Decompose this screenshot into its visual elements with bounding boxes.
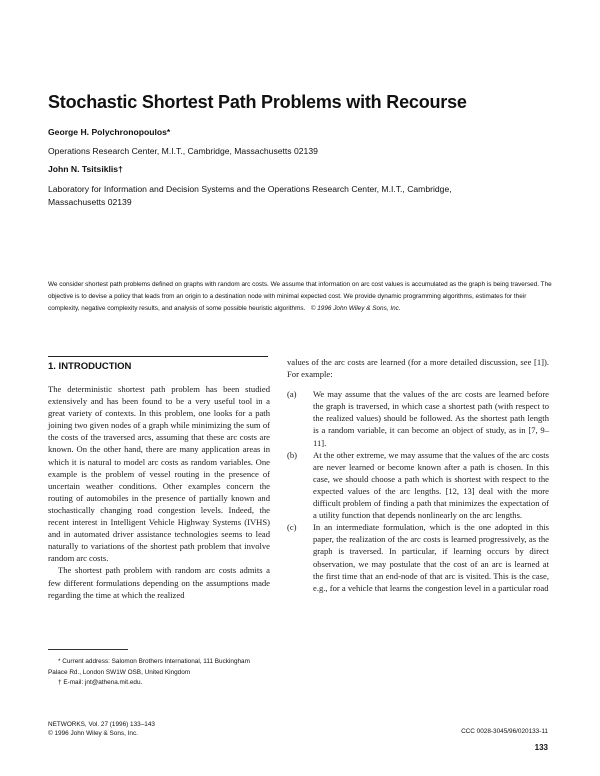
list-item-a-label: (a) xyxy=(287,389,297,400)
list-item-a-text: We may assume that the values of the arc costs are learned before the graph is traversed, in which case a shortest path (with respect to the realized values) should be followed. As the shortest path length is a random variable, it can become an object of study, as in [7, 9–11]. xyxy=(313,389,549,448)
footnotes xyxy=(48,657,270,689)
list-item-c-text: In an intermediate formulation, which is the one adopted in this paper, the realization of the arc costs is learned progressively, as the graph is traversed. In particular, if learning occurs by direct observation, we may postulate that the cost of an arc is learned at the first time that an end-node of that arc is visited. This is the case, e.g., for a vehicle that learns the congestion level in a particular road xyxy=(313,522,549,593)
ccc-code: CCC 0028-3045/96/020133-11 xyxy=(461,728,548,735)
footnote-2: † E-mail: jnt@athena.mit.edu. xyxy=(58,679,143,686)
left-column xyxy=(48,383,270,601)
author-1-name: George H. Polychronopoulos* xyxy=(48,127,171,137)
list-item-b xyxy=(287,449,549,522)
right-intro-text: values of the arc costs are learned (for a more detailed discussion, see [1]). For example: xyxy=(287,357,549,380)
list-item-a xyxy=(287,388,549,448)
journal-copyright: © 1996 John Wiley & Sons, Inc. xyxy=(48,730,138,737)
list-item-b-label: (b) xyxy=(287,449,298,460)
paper-title: Stochastic Shortest Path Problems with Recourse xyxy=(48,92,467,112)
list-item-c-label: (c) xyxy=(287,522,297,533)
intro-paragraph-2: The shortest path problem with random arc costs admits a few different formulations depending on the assumptions made regarding the time at which the realized xyxy=(48,565,270,600)
author-2-affiliation: Laboratory for Information and Decision Systems and the Operations Research Center, M.I.T., Cambridge, Massachusetts 02139 xyxy=(48,184,452,207)
footnote-1: * Current address: Salomon Brothers International, 111 Buckingham Palace Rd., London SW1W OSB, United Kingdom xyxy=(48,658,250,676)
intro-paragraph-1: The deterministic shortest path problem has been studied extensively and has been found to be a very useful tool in a great variety of contexts. In this problem, one looks for a path joining two given nodes of a graph while minimizing the sum of the costs of the traversed arcs, assuming that these arc costs are known. On the other hand, there are many application areas in which it is natural to model arc costs as random variables. One example is the problem of vessel routing in the presence of uncertain weather conditions. Other examples concern the routing of automobiles in the presence of partially known and stochastically changing road congestion levels. Indeed, the recent interest in Intelligent Vehicle Highway Systems (IVHS) and in automated driver assistance technologies seems to lead naturally to variations of the shortest path problem that involve random arc costs. xyxy=(48,384,270,564)
abstract xyxy=(48,279,556,315)
author-2-name: John N. Tsitsiklis† xyxy=(48,164,123,174)
page-number: 133 xyxy=(534,743,548,752)
list-item-b-text: At the other extreme, we may assume that the values of the arc costs are never learned or become known after a path is chosen. In this case, we should choose a path which is shortest with respect to the expected values of the arc lengths. [12, 13] deal with the more difficult problem of finding a path that minimizes the expectation of a utility function that depends nonlinearly on the arc lengths. xyxy=(313,449,549,521)
author-1-affiliation: Operations Research Center, M.I.T., Cambridge, Massachusetts 02139 xyxy=(48,146,318,156)
abstract-copyright: © 1996 John Wiley & Sons, Inc. xyxy=(310,305,401,312)
abstract-text: We consider shortest path problems defined on graphs with random arc costs. We assume that information on arc cost values is accumulated as the graph is being traversed. The objective is to devise a policy that leads from an origin to a destination node with minimal expected cost. We provide dynamic programming algorithms, estimates for their complexity, negative complexity results, and analysis of some possible heuristic algorithms. xyxy=(48,281,552,312)
section-heading: 1. INTRODUCTION xyxy=(48,356,268,372)
list-item-c xyxy=(287,521,549,594)
journal-info xyxy=(48,720,155,738)
footnote-divider xyxy=(48,649,128,650)
right-column xyxy=(287,356,549,594)
journal-citation: NETWORKS, Vol. 27 (1996) 133–143 xyxy=(48,721,155,728)
